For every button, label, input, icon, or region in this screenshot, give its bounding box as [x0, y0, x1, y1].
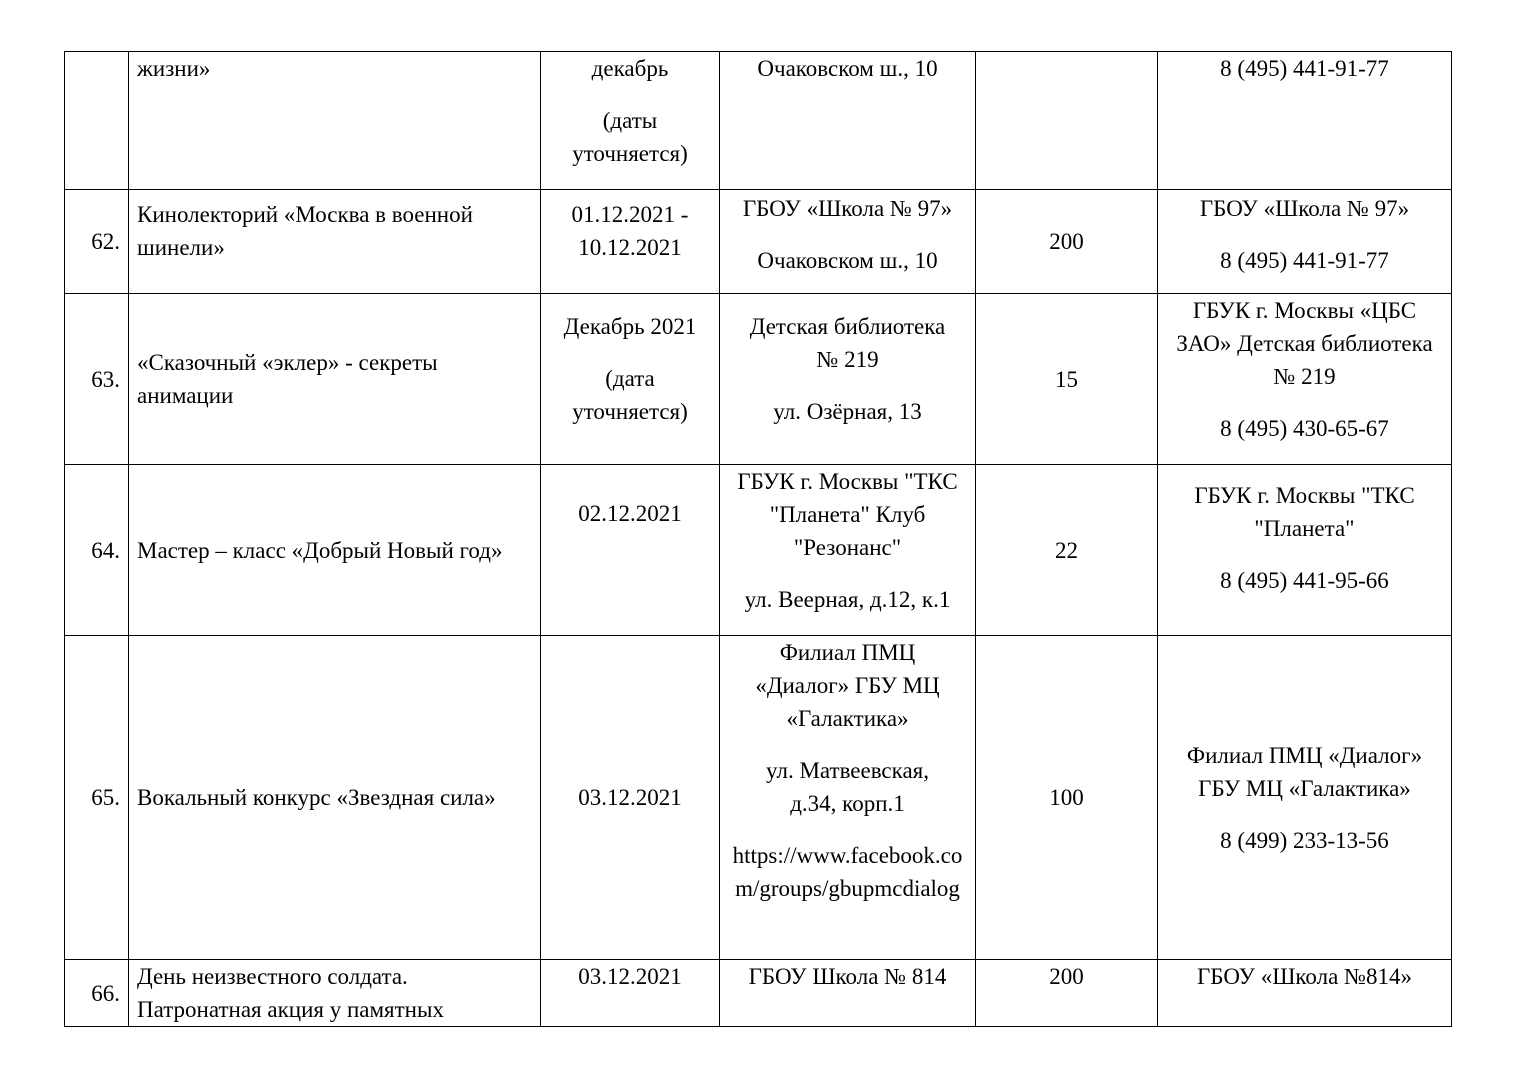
event-title: Вокальный конкурс «Звездная сила» [129, 636, 541, 960]
event-title: Мастер – класс «Добрый Новый год» [129, 465, 541, 636]
event-place [720, 465, 976, 636]
contact-phone: 8 (499) 233-13-56 [1220, 827, 1389, 853]
organizer-contact [1158, 190, 1452, 294]
contact-phone: 8 (495) 441-91-77 [1220, 56, 1389, 81]
row-number: 65. [65, 636, 129, 960]
participant-count: 22 [976, 465, 1158, 636]
contact-name: ГБУК г. Москвы «ЦБС ЗАО» Детская библиотека № 219 [1176, 298, 1433, 389]
events-table [64, 51, 1452, 1027]
table-row [65, 960, 1452, 1027]
contact-phone: 8 (495) 430-65-67 [1220, 416, 1389, 441]
place-name: Детская библиотека № 219 [749, 314, 946, 372]
table-row [65, 190, 1452, 294]
organizer-contact [1158, 465, 1452, 636]
organizer-contact [1158, 636, 1452, 960]
place-address: Очаковском ш., 10 [757, 248, 938, 273]
table-row [65, 294, 1452, 465]
row-number [65, 52, 129, 190]
event-title: День неизвестного солдата. Патронатная акция у памятных [129, 960, 541, 1027]
place-address: Очаковском ш., 10 [757, 56, 938, 81]
contact-name: ГБОУ «Школа № 97» [1199, 196, 1410, 221]
date-note: (даты уточняется) [572, 108, 688, 166]
participant-count: 100 [976, 636, 1158, 960]
date-text: Декабрь 2021 [563, 314, 697, 339]
organizer-contact [1158, 294, 1452, 465]
place-address: ул. Матвеевская, д.34, корп.1 [765, 758, 930, 816]
place-address: ул. Озёрная, 13 [773, 399, 922, 424]
event-place [720, 294, 976, 465]
event-place: ГБОУ Школа № 814 [720, 960, 976, 1027]
event-date: 03.12.2021 [541, 960, 720, 1027]
event-date [541, 294, 720, 465]
participant-count: 200 [976, 960, 1158, 1027]
place-link[interactable]: https://www.facebook.com/groups/gbupmcdialog [732, 843, 963, 901]
place-address: ул. Веерная, д.12, к.1 [744, 587, 951, 612]
event-date [541, 52, 720, 190]
organizer-contact: ГБОУ «Школа №814» [1158, 960, 1452, 1027]
row-number: 63. [65, 294, 129, 465]
place-name: ГБУК г. Москвы "ТКС "Планета" Клуб "Резонанс" [737, 469, 958, 560]
participant-count: 200 [976, 190, 1158, 294]
event-title: Кинолекторий «Москва в военной шинели» [129, 190, 541, 294]
place-name: Филиал ПМЦ «Диалог» ГБУ МЦ «Галактика» [755, 640, 940, 731]
row-number: 64. [65, 465, 129, 636]
table-row [65, 52, 1452, 190]
table-row [65, 465, 1452, 636]
event-title: жизни» [129, 52, 541, 190]
participant-count [976, 52, 1158, 190]
event-date: 01.12.2021 - 10.12.2021 [541, 190, 720, 294]
event-date: 03.12.2021 [541, 636, 720, 960]
table-row [65, 636, 1452, 960]
event-date: 02.12.2021 [541, 465, 720, 636]
contact-phone: 8 (495) 441-91-77 [1220, 248, 1389, 273]
date-note: (дата уточняется) [572, 366, 688, 424]
organizer-contact [1158, 52, 1452, 190]
contact-phone: 8 (495) 441-95-66 [1220, 568, 1389, 593]
contact-name: Филиал ПМЦ «Диалог» ГБУ МЦ «Галактика» [1186, 742, 1423, 801]
event-place [720, 636, 976, 960]
contact-name: ГБУК г. Москвы "ТКС "Планета" [1194, 483, 1415, 541]
event-title: «Сказочный «эклер» - секреты анимации [129, 294, 541, 465]
participant-count: 15 [976, 294, 1158, 465]
place-name: ГБОУ «Школа № 97» [742, 196, 953, 221]
row-number: 66. [65, 960, 129, 1027]
date-text: декабрь [591, 56, 669, 81]
event-place [720, 52, 976, 190]
row-number: 62. [65, 190, 129, 294]
event-place [720, 190, 976, 294]
